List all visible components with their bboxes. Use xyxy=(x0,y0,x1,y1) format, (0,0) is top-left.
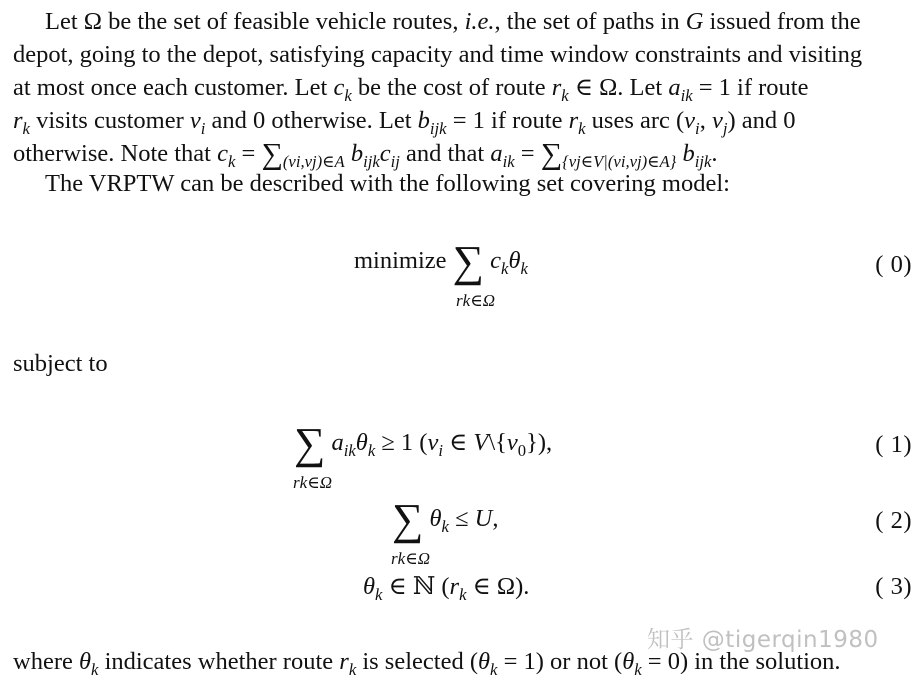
sum-symbol: ∑ xyxy=(392,495,424,544)
paragraph-line-4: $r_k$ visits customer $v_i$ and 0 otherwise. Let $b_{ijk} = 1$ if route $r_k$ uses arc ($v_i$, $v_j$) and 0 xyxy=(13,107,796,138)
constraint-equation-1: ∑ $a_{ik}\theta_k \ge 1$ ($v_i$ ∈ $V\backslash\{v_0\}$), xyxy=(294,419,553,468)
constraint-equation-3: $\theta_k$ ∈ ℕ ($r_k$ ∈ Ω). xyxy=(363,573,530,604)
paragraph-line-3: at most once each customer. Let $c_k$ be the cost of route $r_k$ ∈ Ω. Let $a_{ik} = 1$ if route xyxy=(13,74,809,105)
sum-subscript: rk∈Ω xyxy=(391,549,431,568)
equation-number-0: ( 0) xyxy=(875,251,912,278)
closing-line: where $\theta_k$ indicates whether route $r_k$ is selected $(\theta_k = 1)$ or not $(\theta_k = 0)$ in the solution. xyxy=(13,648,841,679)
paragraph-line-2: depot, going to the depot, satisfying capacity and time window constraints and visiting xyxy=(13,41,863,68)
equation-number-3: ( 3) xyxy=(875,573,912,600)
paragraph-line-1: Let Ω be the set of feasible vehicle routes, i.e., the set of paths in G issued from the xyxy=(45,8,861,35)
sum-subscript: rk∈Ω xyxy=(456,291,496,310)
sum-subscript: rk∈Ω xyxy=(293,473,333,492)
watermark: 知乎 @tigerqin1980 xyxy=(647,627,879,653)
equation-number-2: ( 2) xyxy=(875,507,912,534)
equation-number-1: ( 1) xyxy=(875,431,912,458)
paragraph-line-5: otherwise. Note that $c_k = \sum_{(vi,vj)\in A}$ $b_{ijk}c_{ij}$ and that $a_{ik} = \sum_{\{vj\in V|(vi,vj)\in A\}}$ $b_{ijk}$. xyxy=(13,137,718,171)
sum-symbol: ∑ xyxy=(452,237,485,286)
paragraph-2: The VRPTW can be described with the following set covering model: xyxy=(45,170,730,197)
sum-symbol: ∑ xyxy=(261,137,283,171)
sum-symbol: ∑ xyxy=(540,137,563,171)
sum-symbol: ∑ xyxy=(294,419,326,468)
constraint-equation-2: ∑ $\theta_k \le U$, xyxy=(392,495,499,544)
objective-equation: minimize ∑ $c_k\theta_k$ xyxy=(354,237,528,286)
subject-to-label: subject to xyxy=(13,350,108,377)
